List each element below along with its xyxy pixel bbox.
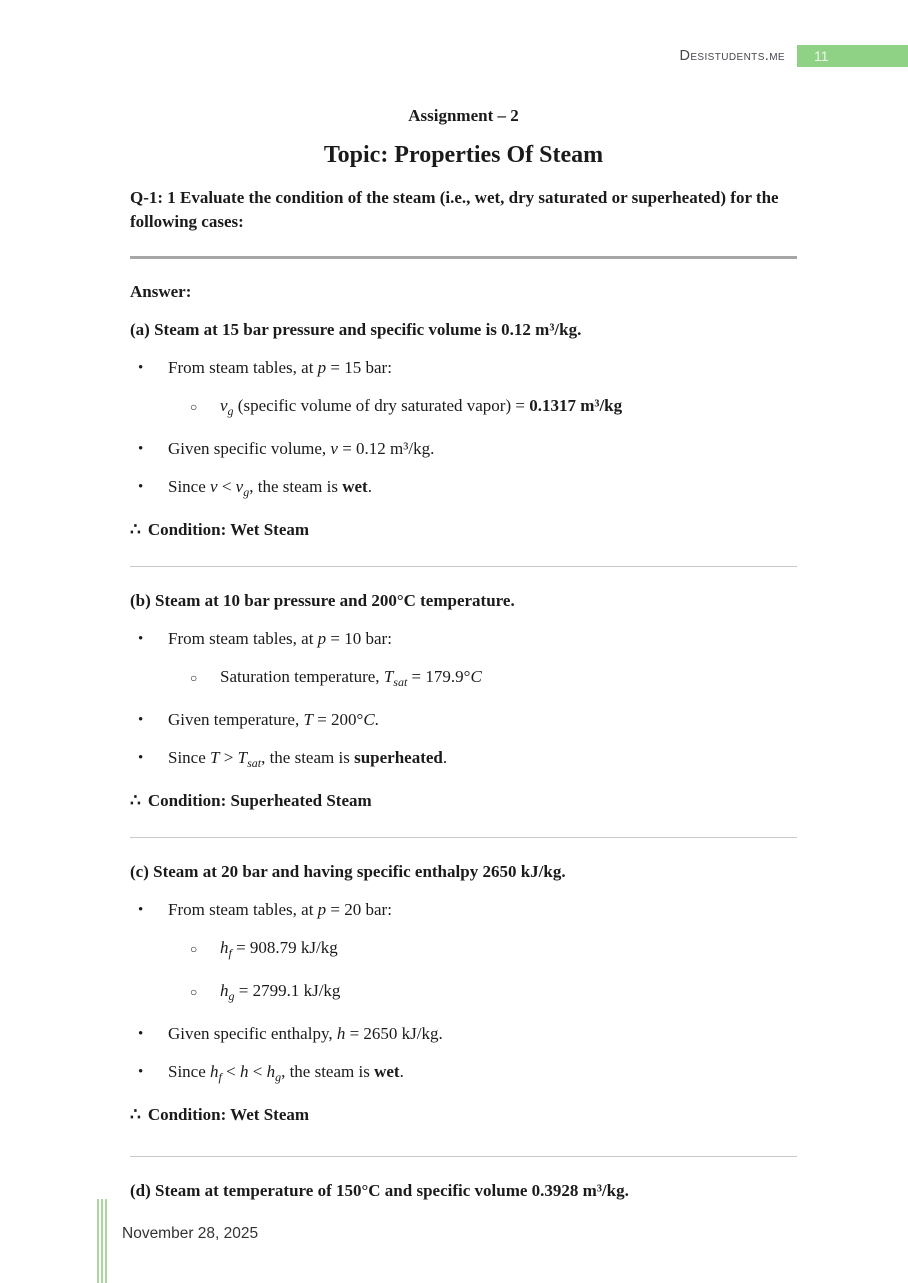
section-b	[130, 590, 797, 812]
bullet-icon: •	[138, 750, 144, 766]
section-divider	[130, 837, 797, 838]
bullet-item	[130, 476, 797, 503]
site-label: Desistudents.me	[679, 48, 785, 64]
page-number-badge: 11	[797, 45, 908, 67]
footer-accent-lines	[97, 1199, 109, 1283]
bullet-text: $v_g$ (specific volume of dry saturated vapor) = 0.1317 m³/kg	[220, 396, 623, 418]
bullet-text: From steam tables, at p = 15 bar:	[168, 358, 392, 377]
section-c	[130, 861, 797, 1126]
bullet-icon: •	[138, 1026, 144, 1042]
bullet-text: Since $T > T_{sat}$, the steam is superheated.	[168, 748, 448, 770]
therefore-symbol: ∴	[130, 791, 141, 810]
circle-bullet-icon: ○	[190, 985, 198, 999]
section-heading: (d) Steam at temperature of 150°C and specific volume 0.3928 m³/kg.	[130, 1181, 629, 1200]
bullet-text: $h_f = 908.79$ kJ/kg	[220, 938, 338, 960]
assignment-title: Assignment – 2	[408, 106, 519, 125]
bullet-item	[130, 628, 797, 650]
section-heading: (b) Steam at 10 bar pressure and 200°C temperature.	[130, 591, 515, 610]
conclusion-line	[130, 1104, 797, 1126]
bullet-item	[130, 899, 797, 921]
conclusion-line	[130, 790, 797, 812]
conclusion-line	[130, 519, 797, 541]
circle-bullet-icon: ○	[190, 671, 198, 685]
section-a	[130, 319, 797, 541]
bullet-text: From steam tables, at p = 10 bar:	[168, 629, 392, 648]
bullet-item	[130, 438, 797, 460]
conclusion-text: Condition: Superheated Steam	[147, 791, 372, 810]
accent-line	[101, 1199, 103, 1283]
section-heading: (c) Steam at 20 bar and having specific enthalpy 2650 kJ/kg.	[130, 862, 566, 881]
section-divider	[130, 1156, 797, 1157]
section-d	[130, 1180, 797, 1202]
document-body	[130, 0, 797, 1202]
bullet-icon: •	[138, 360, 144, 376]
bullet-item	[130, 937, 797, 964]
bullet-text: Since $v < v_g$, the steam is wet.	[168, 477, 372, 499]
bullet-text: Given specific enthalpy, h = 2650 kJ/kg.	[168, 1024, 443, 1043]
therefore-symbol: ∴	[130, 1105, 141, 1124]
conclusion-text: Condition: Wet Steam	[147, 520, 310, 539]
accent-line	[97, 1199, 99, 1283]
section-divider	[130, 566, 797, 567]
bullet-item	[130, 1023, 797, 1045]
therefore-symbol: ∴	[130, 520, 141, 539]
answer-label: Answer:	[130, 282, 192, 301]
bullet-item	[130, 709, 797, 731]
bullet-item	[130, 395, 797, 422]
bullet-icon: •	[138, 631, 144, 647]
bullet-item	[130, 357, 797, 379]
bullet-text: Given temperature, T = 200°C.	[168, 710, 379, 729]
circle-bullet-icon: ○	[190, 942, 198, 956]
question-text: Q-1: 1 Evaluate the condition of the steam (i.e., wet, dry saturated or superheated) for the following cases:	[130, 188, 779, 231]
bullet-text: Since $h_f < h < h_g$, the steam is wet.	[168, 1062, 404, 1084]
bullet-icon: •	[138, 712, 144, 728]
bullet-item	[130, 980, 797, 1007]
bullet-text: From steam tables, at p = 20 bar:	[168, 900, 392, 919]
bullet-icon: •	[138, 441, 144, 457]
section-divider-thick	[130, 256, 797, 259]
bullet-text: Given specific volume, v = 0.12 m³/kg.	[168, 439, 435, 458]
bullet-text: Saturation temperature, $T_{sat} = 179.9^\circ C$	[220, 667, 482, 689]
accent-line	[105, 1199, 107, 1283]
bullet-icon: •	[138, 902, 144, 918]
bullet-item	[130, 1061, 797, 1088]
bullet-text: $h_g = 2799.1$ kJ/kg	[220, 981, 341, 1003]
bullet-icon: •	[138, 1064, 144, 1080]
bullet-icon: •	[138, 479, 144, 495]
topic-title: Topic: Properties Of Steam	[323, 142, 604, 168]
section-heading: (a) Steam at 15 bar pressure and specific volume is 0.12 m³/kg.	[130, 320, 582, 339]
bullet-item	[130, 666, 797, 693]
footer-date: November 28, 2025	[122, 1225, 259, 1242]
bullet-item	[130, 747, 797, 774]
conclusion-text: Condition: Wet Steam	[147, 1105, 310, 1124]
circle-bullet-icon: ○	[190, 400, 198, 414]
